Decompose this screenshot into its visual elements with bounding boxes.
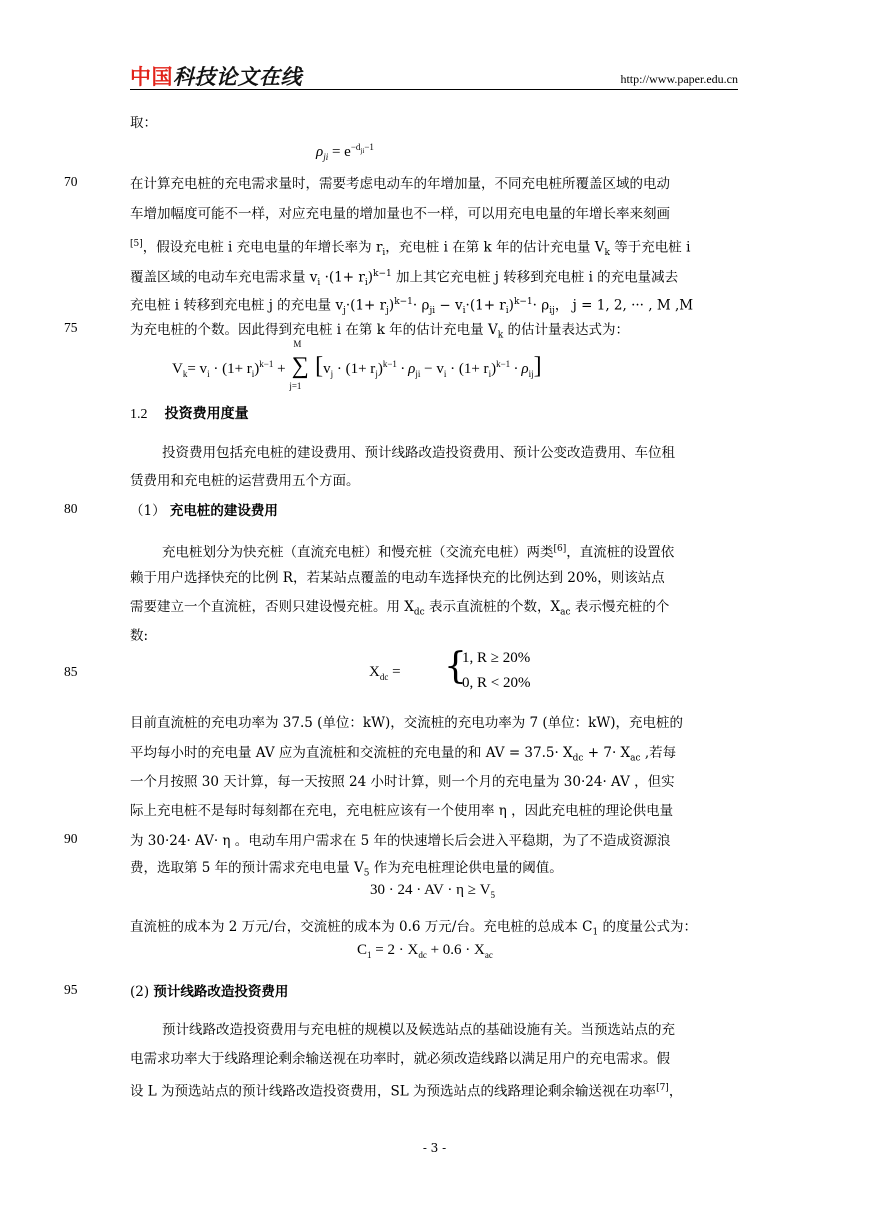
line-number: 75 <box>64 320 78 335</box>
header-rule <box>130 89 738 90</box>
equation-case: 0, R < 20% <box>462 675 531 691</box>
text-line: 际上充电桩不是每时每刻都在充电，充电桩应该有一个使用率 η ，因此充电桩的理论供电量 <box>130 803 674 819</box>
text-line: 电需求功率大于线路理论剩余输送视在功率时，就必须改造线路以满足用户的充电需求。假 <box>130 1051 670 1067</box>
equation-brace: { <box>444 646 467 687</box>
page-number: - 3 - <box>422 1141 447 1155</box>
journal-logo: 中国科技论文在线 <box>130 65 302 89</box>
text-line: 平均每小时的充电量 AV 应为直流桩和交流桩的充电量的和 AV = $37.5\cdot X_{dc} + 7\cdot X_{ac}$ ,若每 <box>130 745 677 764</box>
equation-vk: $V_k= v_i \cdot (1+ r_i)^{k-1}$ + M ∑ j=1 $[v_j \cdot (1+ r_j)^{k-1} \cdot \rho_{ji} - v_i \cdot (1+ r_i)^{k-1} \cdot \rho_{ij}]$ <box>172 339 542 391</box>
section-heading: 1.2 投资费用度量 <box>130 406 249 422</box>
text-line: 覆盖区域的电动车充电需求量 $v_i \cdot(1+ r_i)^{k-1}$ 加上其它充电桩 j 转移到充电桩 i 的充电量减去 <box>130 269 679 289</box>
equation-rho: $\rho_{ji} = e^{-d_{ji}-1}$ <box>316 142 374 162</box>
equation-case: 1, R ≥ 20% <box>462 650 531 666</box>
equation-xdc: $X_{dc}$ = <box>369 664 401 682</box>
text-line: 充电桩划分为快充桩（直流充电桩）和慢充桩（交流充电桩）两类[6]，直流桩的设置依 <box>162 544 675 561</box>
text-line: [5]，假设充电桩 i 充电电量的年增长率为 $r_i$，充电桩 i 在第 k 年的估计充电量 $V_k$ 等于充电桩 i <box>130 239 691 259</box>
text-line: 一个月按照 30 天计算，每一天按照 24 小时计算，则一个月的充电量为 30·24· AV ，但实 <box>130 774 675 790</box>
text-line: 在计算充电桩的充电需求量时，需要考虑电动车的年增加量，不同充电桩所覆盖区域的电动 <box>130 176 670 192</box>
equation-threshold: 30 · 24 · AV · $\eta \ge V_5$ <box>370 882 496 900</box>
line-number: 70 <box>64 174 78 189</box>
text-line: 充电桩 i 转移到充电桩 j 的充电量 $v_j\cdot(1+ r_j)^{k-1}\cdot \rho_{ji} - v_i\cdot(1+ r_i)^{k-1}\cdot \rho_{ij}$， j = 1, 2, ··· , M ,M <box>130 297 694 317</box>
page-header <box>130 64 738 90</box>
text-line: 投资费用包括充电桩的建设费用、预计线路改造投资费用、预计公变改造费用、车位租 <box>162 445 675 461</box>
equation-c1: $C_1 = 2 \cdot X_{dc} + 0.6 \cdot X_{ac}$ <box>357 942 493 960</box>
text-line: 需要建立一个直流桩，否则只建设慢充桩。用 $X_{dc}$ 表示直流桩的个数，$X_{ac}$ 表示慢充桩的个 <box>130 599 670 618</box>
subsection-heading: (2) 预计线路改造投资费用 <box>130 984 289 1000</box>
line-number: 80 <box>64 501 78 516</box>
text-line: 预计线路改造投资费用与充电桩的规模以及候选站点的基础设施有关。当预选站点的充 <box>162 1022 675 1038</box>
text-line: 目前直流桩的充电功率为 37.5 (单位：kW)，交流桩的充电功率为 7 (单位：kW)，充电桩的 <box>130 715 683 731</box>
text-line: 费，选取第 5 年的预计需求充电电量 $V_5$ 作为充电桩理论供电量的阈值。 <box>130 860 563 879</box>
subsection-heading: （1） 充电桩的建设费用 <box>130 503 278 519</box>
text-line: 为充电桩的个数。因此得到充电桩 i 在第 k 年的估计充电量 $V_k$ 的估计量表达式为： <box>130 322 629 341</box>
text-line: 直流桩的成本为 2 万元/台，交流桩的成本为 0.6 万元/台。充电桩的总成本 $C_1$ 的度量公式为： <box>130 919 697 938</box>
text-line: 赖于用户选择快充的比例 R，若某站点覆盖的电动车选择快充的比例达到 20%，则该站点 <box>130 570 665 586</box>
line-number: 95 <box>64 982 78 997</box>
line-number: 90 <box>64 831 78 846</box>
text-line: 为 30·24· AV· η 。电动车用户需求在 5 年的快速增长后会进入平稳期，为了不造成资源浪 <box>130 833 671 849</box>
text-line: 取： <box>130 115 157 131</box>
line-number: 85 <box>64 664 78 679</box>
text-line: 赁费用和充电桩的运营费用五个方面。 <box>130 473 360 489</box>
header-url: http://www.paper.edu.cn <box>620 72 738 86</box>
text-line: 设 L 为预选站点的预计线路改造投资费用，SL 为预选站点的线路理论剩余输送视在功率[7]， <box>130 1083 683 1100</box>
text-line: 数: <box>130 628 149 644</box>
text-line: 车增加幅度可能不一样，对应充电量的增加量也不一样，可以用充电电量的年增长率来刻画 <box>130 206 670 222</box>
